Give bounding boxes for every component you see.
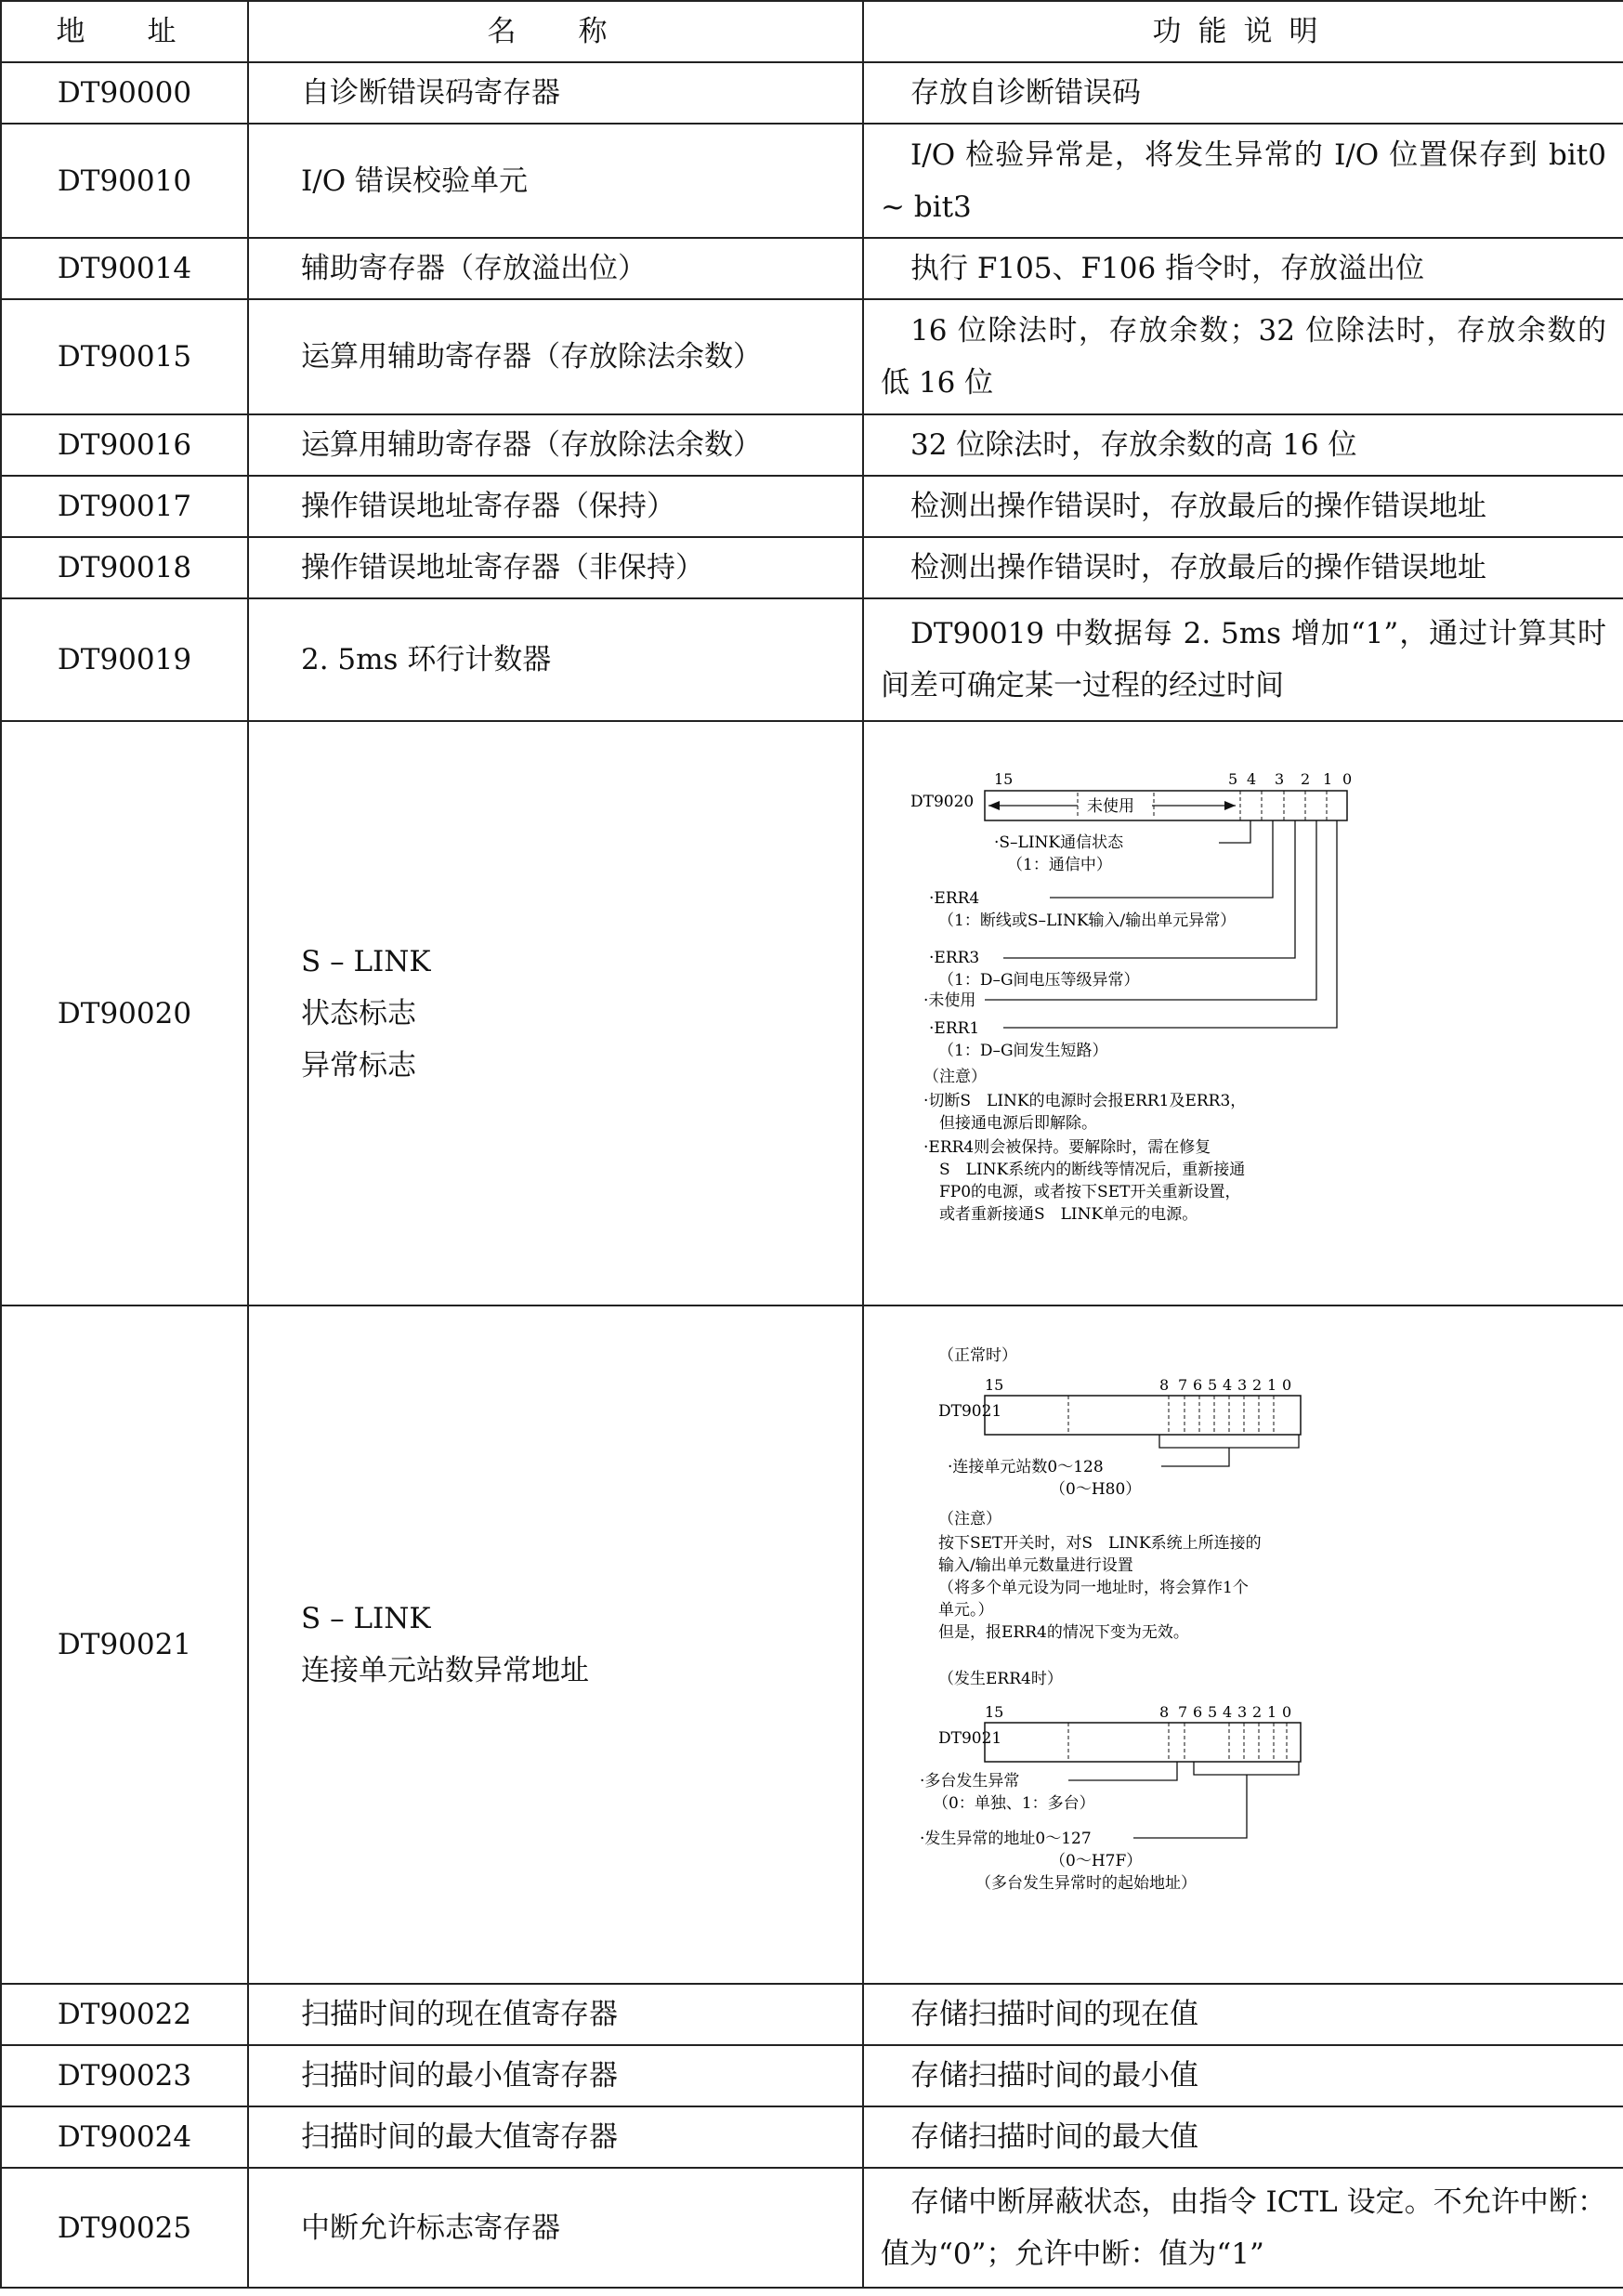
table-row xyxy=(1,2045,1623,2106)
cell-desc: 存储扫描时间的现在值 xyxy=(863,1984,1623,2045)
cell-desc-figure xyxy=(863,1305,1623,1984)
arrow-left-icon xyxy=(988,801,1000,810)
cell-desc: 检测出操作错误时，存放最后的操作错误地址 xyxy=(863,537,1623,598)
cell-name: 辅助寄存器（存放溢出位） xyxy=(248,238,863,299)
cell-addr: DT90020 xyxy=(1,721,248,1305)
leader-count xyxy=(1161,1448,1229,1466)
bit-8: 8 xyxy=(1159,1703,1170,1721)
name-line: S – LINK xyxy=(301,1602,431,1635)
name-line: 状态标志 xyxy=(301,996,416,1030)
bit-hi: 15 xyxy=(985,1376,1004,1394)
cell-desc-figure xyxy=(863,721,1623,1305)
cell-name xyxy=(248,721,863,1305)
note-line: ·ERR4则会被保持。要解除时，需在修复 xyxy=(923,1137,1211,1157)
table-row xyxy=(1,476,1623,537)
table-row xyxy=(1,537,1623,598)
register-box xyxy=(985,1723,1301,1762)
reg-label: DT9020 xyxy=(910,792,975,811)
table-row xyxy=(1,2106,1623,2168)
cell-desc: I/O 检验异常是，将发生异常的 I/O 位置保存到 bit0 ~ bit3 xyxy=(863,124,1623,238)
cell-addr: DT90015 xyxy=(1,299,248,414)
table-row xyxy=(1,1984,1623,2045)
cell-addr: DT90023 xyxy=(1,2045,248,2106)
cell-addr: DT90022 xyxy=(1,1984,248,2045)
bit-0: 0 xyxy=(1342,769,1353,788)
table-row xyxy=(1,238,1623,299)
dt9020-bit-diagram xyxy=(910,768,1375,1260)
leader-addr xyxy=(1133,1775,1247,1838)
cell-name: 扫描时间的最小值寄存器 xyxy=(248,2045,863,2106)
cell-name: 中断允许标志寄存器 xyxy=(248,2168,863,2288)
bit-4: 4 xyxy=(1223,1703,1233,1721)
table-row xyxy=(1,721,1623,1305)
cell-desc: 存放自诊断错误码 xyxy=(863,62,1623,124)
note-line: S LINK系统内的断线等情况后，重新接通 xyxy=(923,1160,1246,1179)
bit-hi: 15 xyxy=(994,769,1014,788)
bit-5: 5 xyxy=(1228,769,1238,788)
s-link-value: （1：通信中） xyxy=(1007,855,1112,874)
cell-desc: 存储扫描时间的最大值 xyxy=(863,2106,1623,2168)
bit-7: 7 xyxy=(1178,1703,1188,1721)
reg-label: DT9021 xyxy=(938,1402,1002,1421)
cell-name: 操作错误地址寄存器（保持） xyxy=(248,476,863,537)
count-hex: （0～H80） xyxy=(1050,1480,1142,1499)
cell-name: I/O 错误校验单元 xyxy=(248,124,863,238)
note-line: ·切断S LINK的电源时会报ERR1及ERR3， xyxy=(923,1091,1247,1110)
note-title: （注意） xyxy=(938,1510,1001,1528)
table-row xyxy=(1,299,1623,414)
bracket xyxy=(1194,1762,1299,1775)
note-line: 单元。） xyxy=(938,1601,994,1620)
cell-addr: DT90019 xyxy=(1,598,248,721)
cell-name: 2. 5ms 环行计数器 xyxy=(248,598,863,721)
bit-2: 2 xyxy=(1252,1376,1263,1394)
bit-1: 1 xyxy=(1267,1376,1277,1394)
addr-note: （多台发生异常时的起始地址） xyxy=(975,1874,1197,1893)
cell-addr: DT90014 xyxy=(1,238,248,299)
reg-label: DT9021 xyxy=(938,1729,1002,1748)
bit-0: 0 xyxy=(1282,1376,1292,1394)
register-box xyxy=(985,1396,1301,1435)
table-row xyxy=(1,62,1623,124)
normal-title: （正常时） xyxy=(938,1346,1017,1365)
note-line: （将多个单元设为同一地址时，将会算作1个 xyxy=(938,1579,1249,1597)
bit-3: 3 xyxy=(1237,1703,1248,1721)
note-line: 但接通电源后即解除。 xyxy=(923,1113,1097,1133)
cell-addr: DT90024 xyxy=(1,2106,248,2168)
cell-addr: DT90021 xyxy=(1,1305,248,1984)
cell-addr: DT90016 xyxy=(1,414,248,476)
bit-4: 4 xyxy=(1223,1376,1233,1394)
err3-value: （1：D–G间电压等级异常） xyxy=(938,970,1140,990)
cell-desc: 存储扫描时间的最小值 xyxy=(863,2045,1623,2106)
cell-desc: 16 位除法时，存放余数；32 位除法时，存放余数的低 16 位 xyxy=(863,299,1623,414)
bit-5: 5 xyxy=(1208,1376,1218,1394)
count-label: ·连接单元站数0～128 xyxy=(948,1458,1104,1476)
bit-1: 1 xyxy=(1267,1703,1277,1721)
cell-name: 扫描时间的最大值寄存器 xyxy=(248,2106,863,2168)
table-header-row xyxy=(1,1,1623,62)
unused-bit-label: ·未使用 xyxy=(923,991,976,1010)
note-line: 或者重新接通S LINK单元的电源。 xyxy=(923,1204,1198,1224)
table-row xyxy=(1,598,1623,721)
bit-4: 4 xyxy=(1247,769,1257,788)
bit-8: 8 xyxy=(1159,1376,1170,1394)
arrow-right-icon xyxy=(1224,801,1236,810)
bit-3: 3 xyxy=(1275,769,1285,788)
err1-value: （1：D–G间发生短路） xyxy=(938,1041,1108,1060)
cell-name xyxy=(248,1305,863,1984)
err1-label: ·ERR1 xyxy=(929,1018,980,1038)
bit-2: 2 xyxy=(1301,769,1311,788)
table-row xyxy=(1,124,1623,238)
note-title: （注意） xyxy=(923,1067,987,1086)
bracket xyxy=(1159,1435,1299,1448)
err4-label: ·ERR4 xyxy=(929,888,980,908)
cell-desc: DT90019 中数据每 2. 5ms 增加“1”，通过计算其时间差可确定某一过程的经过时间 xyxy=(863,598,1623,721)
err4-value: （1：断线或S–LINK输入/输出单元异常） xyxy=(938,911,1237,930)
bit-hi: 15 xyxy=(985,1703,1004,1721)
name-line: 连接单元站数异常地址 xyxy=(301,1654,589,1687)
addr-label: ·发生异常的地址0～127 xyxy=(920,1830,1092,1848)
leader-multi xyxy=(1068,1762,1177,1780)
cell-desc: 32 位除法时，存放余数的高 16 位 xyxy=(863,414,1623,476)
bit-7: 7 xyxy=(1178,1376,1188,1394)
bit-1: 1 xyxy=(1323,769,1333,788)
unused-label: 未使用 xyxy=(1087,796,1134,816)
cell-desc: 检测出操作错误时，存放最后的操作错误地址 xyxy=(863,476,1623,537)
err-title: （发生ERR4时） xyxy=(938,1670,1063,1688)
cell-desc: 存储中断屏蔽状态，由指令 ICTL 设定。不允许中断：值为“0”；允许中断：值为“1” xyxy=(863,2168,1623,2288)
cell-name: 扫描时间的现在值寄存器 xyxy=(248,1984,863,2045)
leader-s-link xyxy=(1219,820,1250,843)
bit-3: 3 xyxy=(1237,1376,1248,1394)
name-line: 异常标志 xyxy=(301,1048,416,1082)
table-row xyxy=(1,2168,1623,2288)
cell-addr: DT90017 xyxy=(1,476,248,537)
bit-5: 5 xyxy=(1208,1703,1218,1721)
note-line: 按下SET开关时，对S LINK系统上所连接的 xyxy=(938,1534,1262,1553)
cell-name: 运算用辅助寄存器（存放除法余数） xyxy=(248,299,863,414)
header-name: 名 称 xyxy=(248,1,863,62)
cell-name: 运算用辅助寄存器（存放除法余数） xyxy=(248,414,863,476)
dt9021-bit-diagram xyxy=(910,1338,1394,1951)
multi-values: （0：单独、1：多台） xyxy=(933,1794,1095,1813)
addr-hex: （0～H7F） xyxy=(1050,1852,1143,1870)
cell-name: 自诊断错误码寄存器 xyxy=(248,62,863,124)
note-line: 但是，报ERR4的情况下变为无效。 xyxy=(938,1623,1189,1642)
table-row xyxy=(1,414,1623,476)
cell-addr: DT90010 xyxy=(1,124,248,238)
name-line: S – LINK xyxy=(301,944,431,978)
cell-addr: DT90025 xyxy=(1,2168,248,2288)
note-line: FP0的电源，或者按下SET开关重新设置， xyxy=(923,1182,1241,1201)
cell-addr: DT90018 xyxy=(1,537,248,598)
multi-label: ·多台发生异常 xyxy=(920,1772,1020,1791)
s-link-label: ·S–LINK通信状态 xyxy=(994,833,1124,852)
cell-desc: 执行 F105、F106 指令时，存放溢出位 xyxy=(863,238,1623,299)
cell-addr: DT90000 xyxy=(1,62,248,124)
table-row xyxy=(1,1305,1623,1984)
err3-label: ·ERR3 xyxy=(929,948,980,967)
bit-6: 6 xyxy=(1193,1376,1203,1394)
bit-0: 0 xyxy=(1282,1703,1292,1721)
header-desc: 功能说明 xyxy=(863,1,1623,62)
bit-6: 6 xyxy=(1193,1703,1203,1721)
cell-name: 操作错误地址寄存器（非保持） xyxy=(248,537,863,598)
note-line: 输入/输出单元数量进行设置 xyxy=(938,1556,1133,1575)
header-addr: 地 址 xyxy=(1,1,248,62)
bit-2: 2 xyxy=(1252,1703,1263,1721)
